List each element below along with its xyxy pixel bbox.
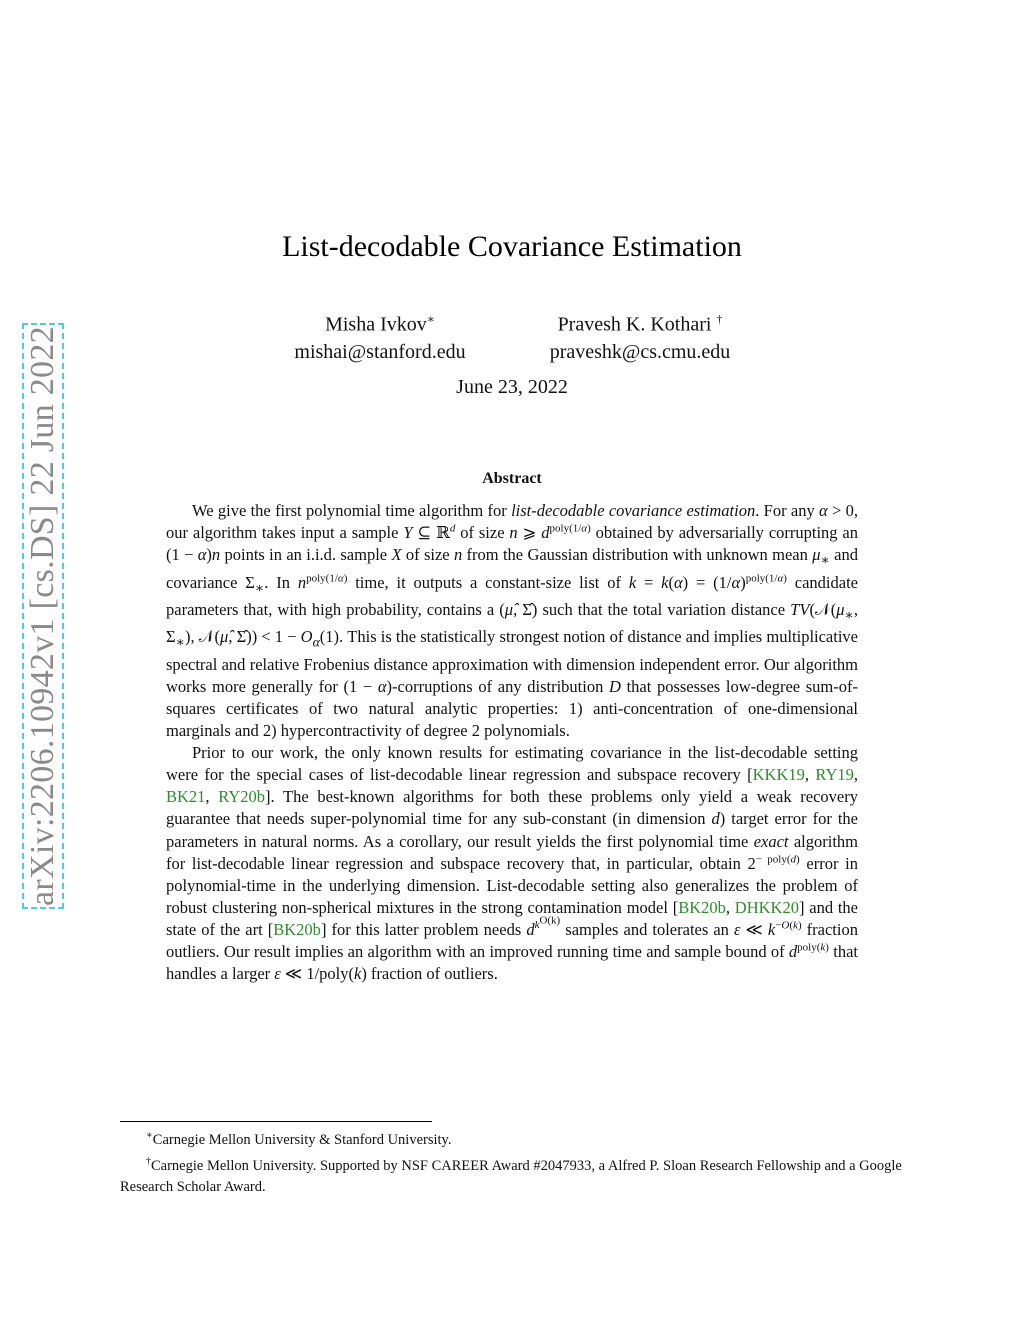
citation-link[interactable]: BK20b (273, 919, 321, 939)
author-email[interactable]: praveshk@cs.cmu.edu (549, 340, 731, 363)
arxiv-identifier-text: arXiv:2206.10942v1 [cs.DS] 22 Jun 2022 (24, 326, 62, 906)
footnote-text: Carnegie Mellon University & Stanford University. (152, 1131, 452, 1148)
paper-date: June 23, 2022 (456, 376, 568, 398)
abstract-body (166, 500, 858, 985)
abstract-paragraph-1: We give the first polynomial time algorithm for list-decodable covariance estimation. For any α > 0, our algorithm takes input a sample Y ⊆ ℝ$^d$ of size n ⩾ $d^{poly(1/\alpha)}$ obtained by adversarially corrupting an (1 − α)n points in an i.i.d. sample X of size n from the Gaussian distribution with unknown mean $\mu_∗$ and covariance $\Sigma_∗$. In $n^{poly(1/\alpha)}$ time, it outputs a constant-size list of $k = k(\alpha) = (1/\alpha)^{poly(1/\alpha)}$ candidate parameters that, with high probability, contains a (μ̂, Σ̂) such that the total variation distance $TV(𝒩(\mu_∗$, $\Sigma_∗$), 𝒩(μ̂, Σ̂)) < $1 - O_\alpha(1)$. This is the statistically strongest notion of distance and implies multiplicative spectral and relative Frobenius distance approximation with dimension independent error. Our algorithm works more generally for (1 − α)-corruptions of any distribution D that possesses low-degree sum-of-squares certificates of two natural analytic properties: 1) anti-concentration of one-dimensional marginals and 2) hypercontractivity of degree 2 polynomials. (166, 501, 859, 741)
author-name: Misha Ivkov (325, 313, 427, 336)
footnote-2 (120, 1151, 906, 1198)
citation-link[interactable]: RY19 (815, 765, 854, 785)
citation-link[interactable]: KKK19 (752, 765, 805, 785)
footnote-mark: ∗ (146, 1130, 153, 1141)
citation-link[interactable]: BK21 (166, 787, 206, 807)
author-block-kothari (530, 306, 750, 366)
footnote-text: Carnegie Mellon University. Supported by NSF CAREER Award #2047933, a Alfred P. Sloan Research Fellowship and a Google Research Scholar Award. (120, 1157, 902, 1195)
abstract-heading: Abstract (482, 470, 542, 487)
paper-title: List-decodable Covariance Estimation (282, 230, 742, 263)
author-email[interactable]: mishai@stanford.edu (294, 340, 466, 363)
arxiv-identifier-banner[interactable] (22, 323, 64, 909)
author-footnote-mark: † (716, 312, 723, 326)
author-block-ivkov (280, 306, 480, 366)
author-footnote-mark: ∗ (426, 312, 435, 326)
footnote-mark: † (146, 1155, 151, 1167)
author-name: Pravesh K. Kothari (557, 313, 712, 336)
citation-link[interactable]: BK20b (678, 897, 726, 917)
footnotes (120, 1125, 906, 1198)
abstract-paragraph-2: Prior to our work, the only known results for estimating covariance in the list-decodable setting were for the special cases of list-decodable linear regression and subspace recovery [KKK19, RY19, BK21, RY20b]. The best-known algorithms for both these problems only yield a weak recovery guarantee that needs super-polynomial time for any sub-constant (in dimension d) target error for the parameters in natural norms. As a corollary, our result yields the first polynomial time exact algorithm for list-decodable linear regression and subspace recovery that, in particular, obtain $2^{- poly(d)}$ error in polynomial-time in the underlying dimension. List-decodable setting also generalizes the problem of robust clustering non-spherical mixtures in the strong contamination model [BK20b, DHKK20] and the state of the art [BK20b] for this latter problem needs $d^{k^{O(k)}}$ samples and tolerates an ε ≪ $k^{-O(k)}$ fraction outliers. Our result implies an algorithm with an improved running time and sample bound of $d^{poly(k)}$ that handles a larger ε ≪ 1/poly(k) fraction of outliers. (166, 743, 859, 984)
citation-link[interactable]: DHKK20 (734, 897, 799, 917)
footnote-1 (120, 1125, 906, 1151)
citation-link[interactable]: RY20b (218, 787, 266, 807)
footnote-rule (120, 1121, 432, 1122)
